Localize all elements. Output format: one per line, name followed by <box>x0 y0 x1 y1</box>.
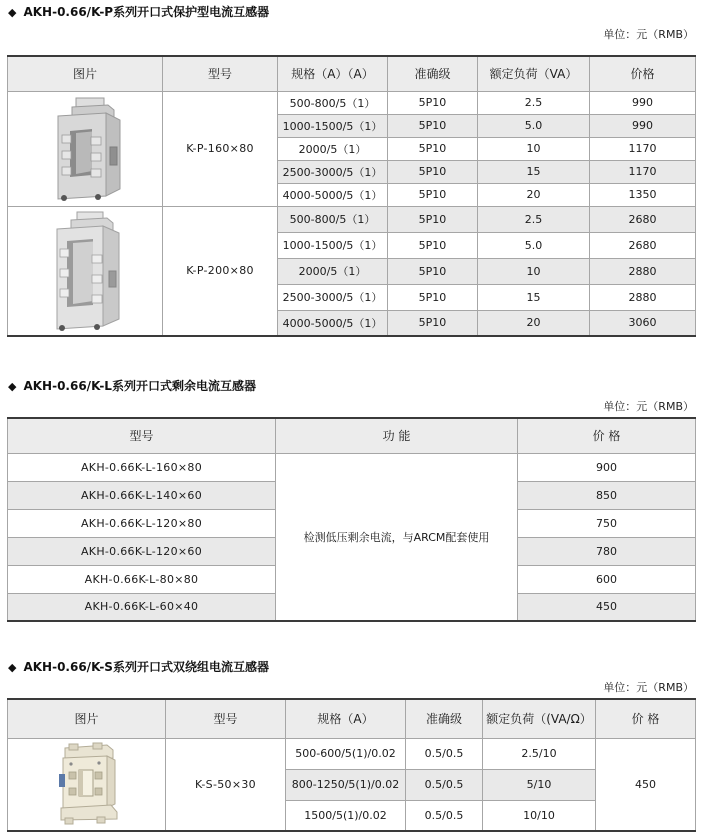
accuracy-cell: 5P10 <box>388 206 478 232</box>
price-cell: 450 <box>596 738 696 831</box>
model-cell: AKH-0.66K-L-160×80 <box>8 453 276 481</box>
burden-cell: 5.0 <box>478 114 590 137</box>
diamond-bullet-icon: ◆ <box>8 661 17 674</box>
model-cell: AKH-0.66K-L-60×40 <box>8 593 276 621</box>
accuracy-cell: 5P10 <box>388 310 478 336</box>
open-type-protective-ct-160x80-image <box>8 95 162 203</box>
col-header-spec: 规格（A） <box>286 699 406 738</box>
dual-winding-ct-50x30-image <box>8 742 165 826</box>
price-cell: 990 <box>590 91 696 114</box>
model-cell: K-S-50×30 <box>166 738 286 831</box>
burden-cell: 10 <box>478 258 590 284</box>
burden-cell: 15 <box>478 284 590 310</box>
accuracy-cell: 5P10 <box>388 183 478 206</box>
function-cell: 检测低压剩余电流，与ARCM配套使用 <box>276 453 518 621</box>
accuracy-cell: 0.5/0.5 <box>406 738 483 769</box>
open-type-protective-ct-200x80-image <box>8 209 162 333</box>
product-image-cell <box>8 738 166 831</box>
spec-cell: 2000/5（1） <box>278 137 388 160</box>
accuracy-cell: 5P10 <box>388 284 478 310</box>
price-cell: 2880 <box>590 258 696 284</box>
unit-label: 单位：元（RMB） <box>603 28 694 41</box>
price-cell: 900 <box>518 453 696 481</box>
col-header-picture: 图片 <box>8 699 166 738</box>
col-header-burden: 额定负荷（(VA/Ω） <box>483 699 596 738</box>
price-cell: 2880 <box>590 284 696 310</box>
burden-cell: 10 <box>478 137 590 160</box>
section-title-ks <box>0 660 702 675</box>
burden-cell: 2.5/10 <box>483 738 596 769</box>
accuracy-cell: 0.5/0.5 <box>406 769 483 800</box>
spec-cell: 500-800/5（1） <box>278 206 388 232</box>
price-cell: 990 <box>590 114 696 137</box>
spec-cell: 1500/5(1)/0.02 <box>286 800 406 831</box>
burden-cell: 2.5 <box>478 91 590 114</box>
price-cell: 850 <box>518 481 696 509</box>
ct-160x80-drawing <box>36 95 134 203</box>
accuracy-cell: 5P10 <box>388 114 478 137</box>
spec-cell: 2500-3000/5（1） <box>278 284 388 310</box>
accuracy-cell: 0.5/0.5 <box>406 800 483 831</box>
price-cell: 1170 <box>590 160 696 183</box>
kl-price-table <box>7 417 696 622</box>
price-cell: 750 <box>518 509 696 537</box>
section-title-text: AKH-0.66/K-P系列开口式保护型电流互感器 <box>23 5 270 19</box>
table-row <box>8 206 696 232</box>
section-title-text: AKH-0.66/K-S系列开口式双绕组电流互感器 <box>23 660 269 674</box>
col-header-price: 价 格 <box>596 699 696 738</box>
col-header-spec: 规格（A）（A） <box>278 56 388 91</box>
spec-cell: 1000-1500/5（1） <box>278 114 388 137</box>
col-header-price: 价格 <box>590 56 696 91</box>
burden-cell: 10/10 <box>483 800 596 831</box>
col-header-accuracy: 准确级 <box>406 699 483 738</box>
col-header-burden: 额定负荷（VA） <box>478 56 590 91</box>
accuracy-cell: 5P10 <box>388 91 478 114</box>
col-header-picture: 图片 <box>8 56 163 91</box>
accuracy-cell: 5P10 <box>388 137 478 160</box>
section-title-text: AKH-0.66/K-L系列开口式剩余电流互感器 <box>23 379 256 393</box>
price-cell: 1350 <box>590 183 696 206</box>
diamond-bullet-icon: ◆ <box>8 6 17 19</box>
accuracy-cell: 5P10 <box>388 232 478 258</box>
burden-cell: 20 <box>478 310 590 336</box>
price-cell: 2680 <box>590 206 696 232</box>
table-header-row <box>8 699 696 738</box>
spec-cell: 2500-3000/5（1） <box>278 160 388 183</box>
price-cell: 2680 <box>590 232 696 258</box>
col-header-accuracy: 准确级 <box>388 56 478 91</box>
table-header-row <box>8 56 696 91</box>
price-cell: 450 <box>518 593 696 621</box>
price-cell: 780 <box>518 537 696 565</box>
accuracy-cell: 5P10 <box>388 258 478 284</box>
unit-label: 单位：元（RMB） <box>603 400 694 413</box>
section-title-kl <box>0 379 702 394</box>
ct-50x30-drawing <box>49 742 125 826</box>
price-cell: 1170 <box>590 137 696 160</box>
product-image-cell <box>8 91 163 206</box>
model-cell: AKH-0.66K-L-120×80 <box>8 509 276 537</box>
ks-price-table <box>7 698 696 832</box>
table-row <box>8 453 696 481</box>
ct-200x80-drawing <box>35 209 135 333</box>
col-header-price: 价 格 <box>518 418 696 453</box>
product-image-cell <box>8 206 163 336</box>
spec-cell: 1000-1500/5（1） <box>278 232 388 258</box>
spec-cell: 4000-5000/5（1） <box>278 183 388 206</box>
model-cell: K-P-160×80 <box>163 91 278 206</box>
table-header-row <box>8 418 696 453</box>
model-cell: AKH-0.66K-L-80×80 <box>8 565 276 593</box>
spec-cell: 800-1250/5(1)/0.02 <box>286 769 406 800</box>
col-header-model: 型号 <box>166 699 286 738</box>
burden-cell: 5/10 <box>483 769 596 800</box>
diamond-bullet-icon: ◆ <box>8 380 17 393</box>
kp-price-table <box>7 55 696 337</box>
spec-cell: 4000-5000/5（1） <box>278 310 388 336</box>
model-cell: K-P-200×80 <box>163 206 278 336</box>
col-header-model: 型号 <box>8 418 276 453</box>
price-cell: 600 <box>518 565 696 593</box>
burden-cell: 20 <box>478 183 590 206</box>
col-header-model: 型号 <box>163 56 278 91</box>
price-cell: 3060 <box>590 310 696 336</box>
col-header-function: 功 能 <box>276 418 518 453</box>
burden-cell: 15 <box>478 160 590 183</box>
burden-cell: 2.5 <box>478 206 590 232</box>
spec-cell: 2000/5（1） <box>278 258 388 284</box>
unit-label: 单位：元（RMB） <box>603 681 694 694</box>
spec-cell: 500-800/5（1） <box>278 91 388 114</box>
burden-cell: 5.0 <box>478 232 590 258</box>
model-cell: AKH-0.66K-L-140×60 <box>8 481 276 509</box>
spec-cell: 500-600/5(1)/0.02 <box>286 738 406 769</box>
table-row <box>8 91 696 114</box>
table-row <box>8 738 696 769</box>
section-title-kp <box>0 5 702 20</box>
model-cell: AKH-0.66K-L-120×60 <box>8 537 276 565</box>
accuracy-cell: 5P10 <box>388 160 478 183</box>
